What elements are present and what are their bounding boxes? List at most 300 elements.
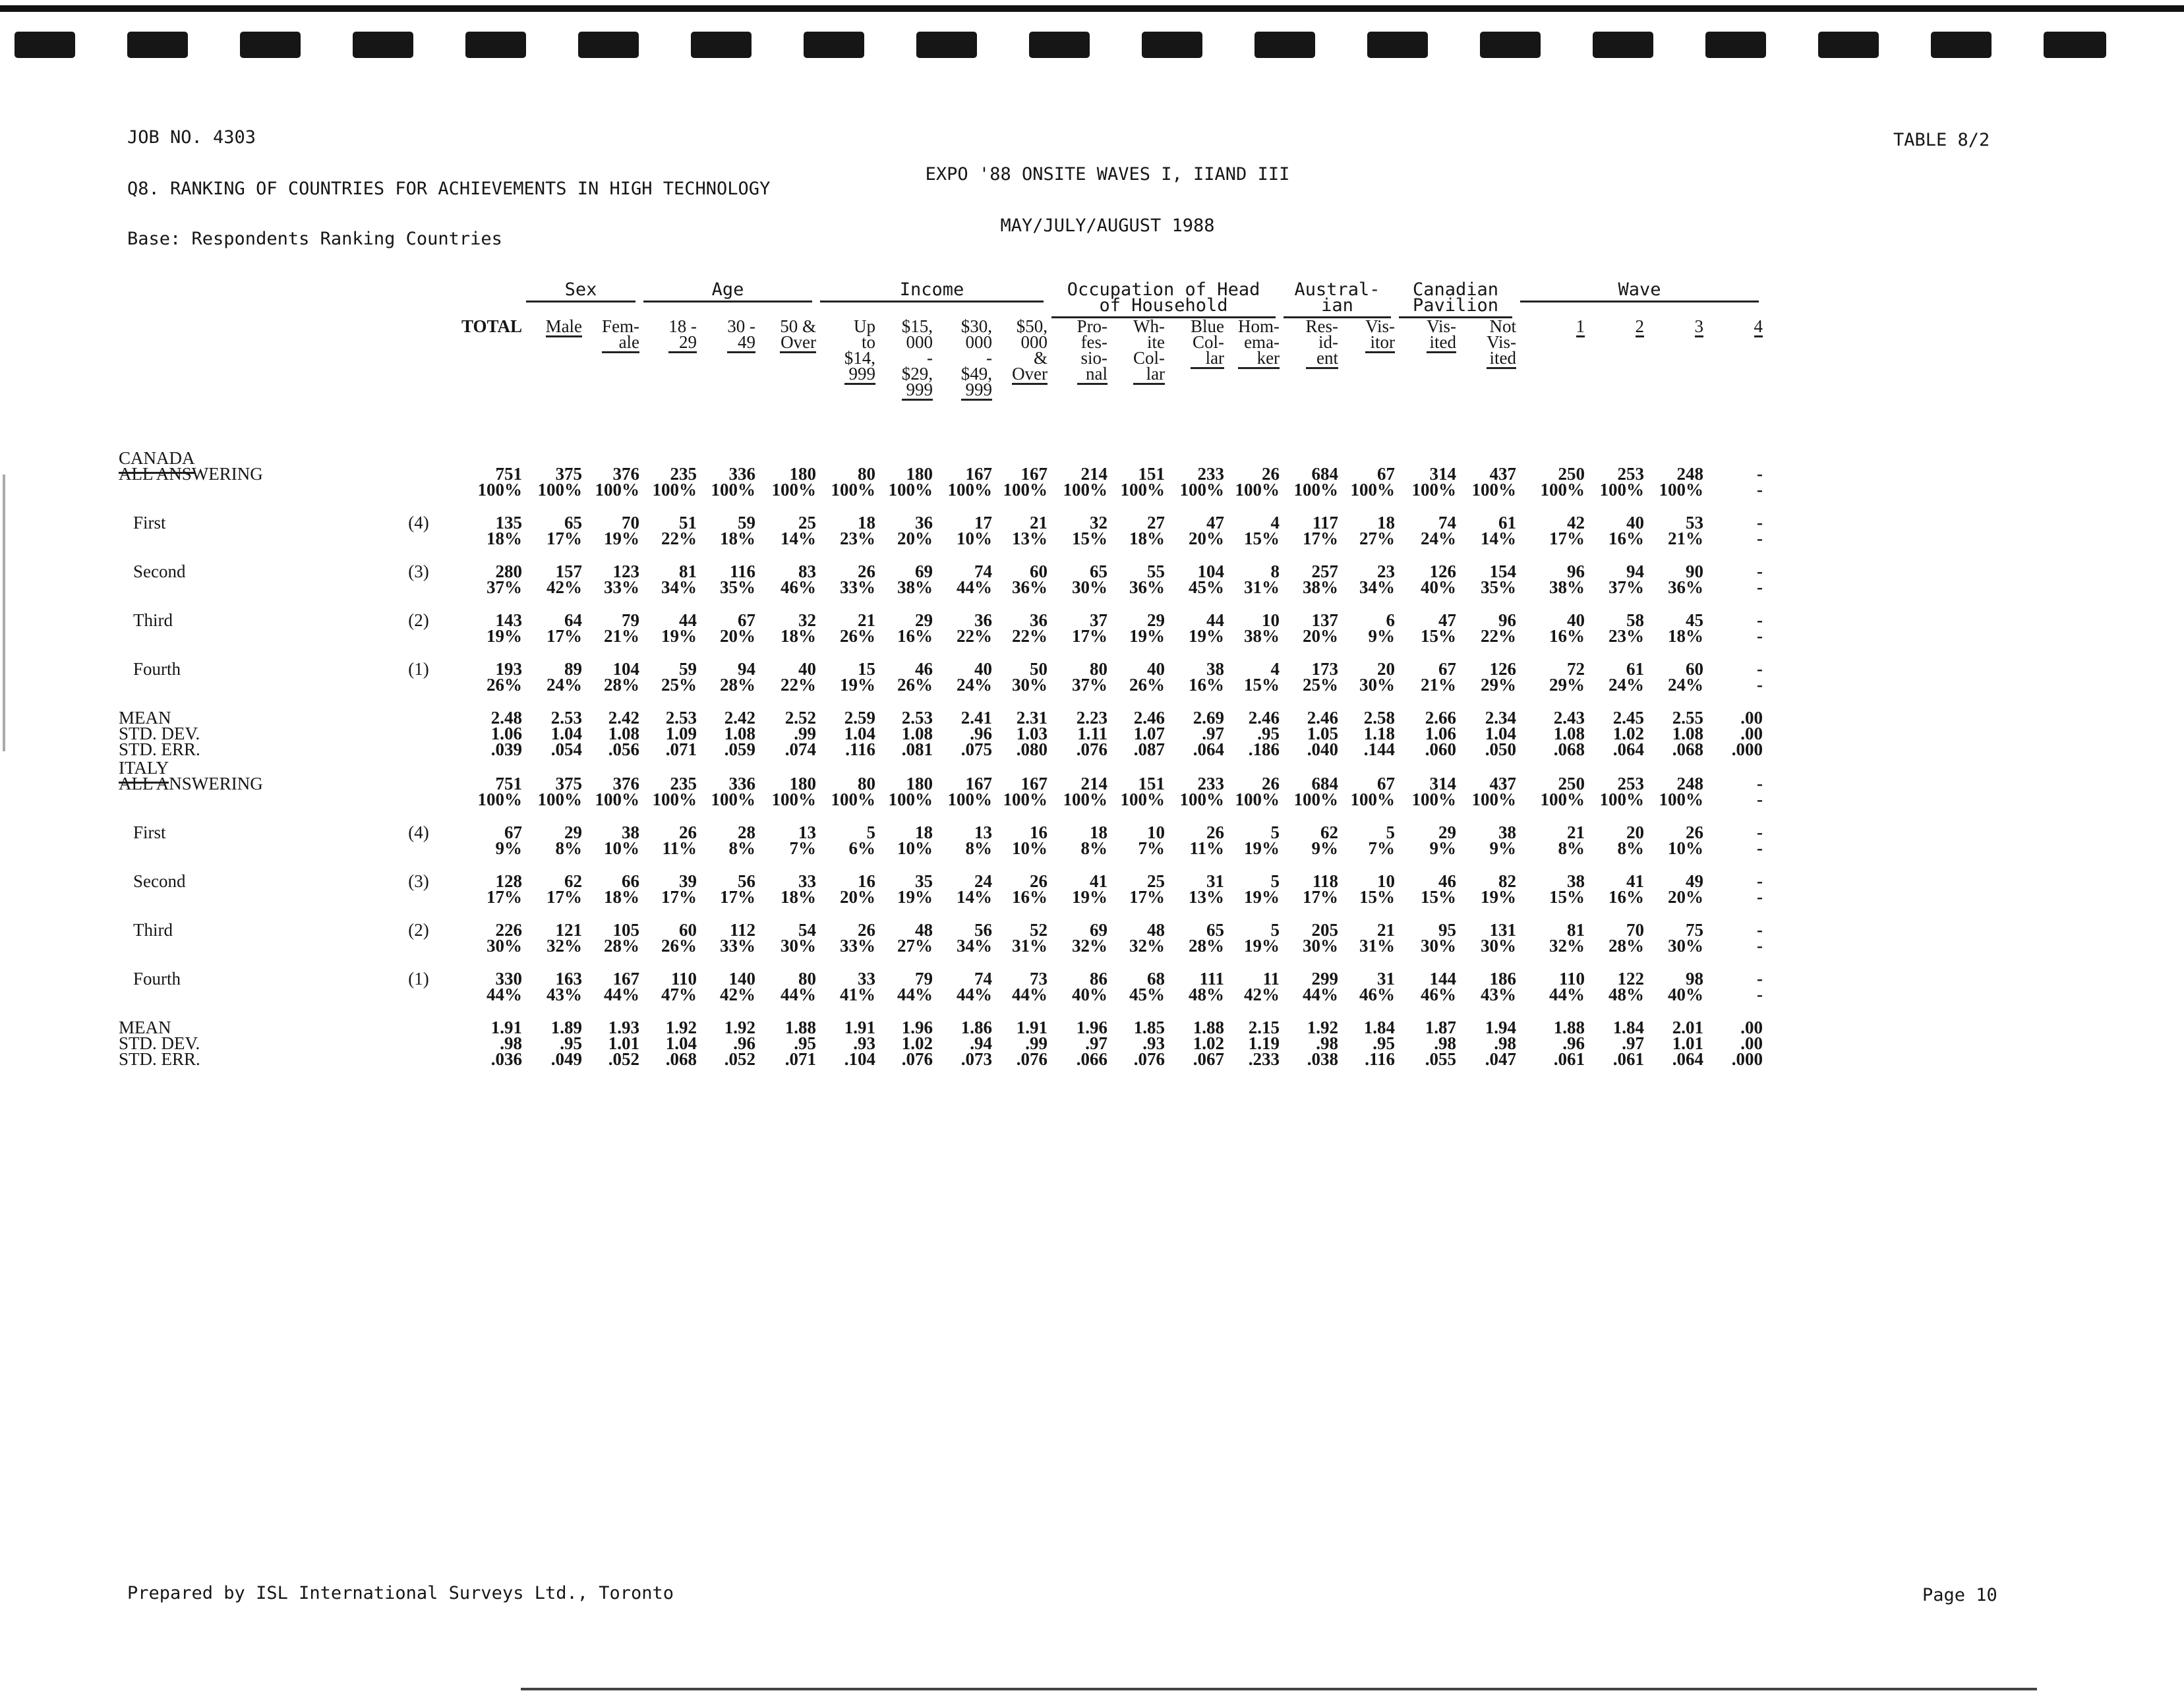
percent-cell: 24% [1668, 675, 1704, 695]
percent-cell: 45% [1129, 985, 1166, 1004]
count-cell: 336 [728, 464, 756, 484]
percent-cell: 19% [1189, 626, 1225, 646]
stat-cell: 2.59 [844, 708, 876, 728]
percent-cell: 31% [1359, 936, 1396, 956]
stat-cell: .000 [1731, 1049, 1763, 1069]
percent-cell: 36% [1668, 577, 1704, 597]
count-cell: 82 [1498, 871, 1517, 891]
stat-cell: .99 [1025, 1033, 1048, 1053]
percent-cell: 36% [1012, 577, 1048, 597]
count-cell: 65 [564, 513, 583, 532]
stat-cell: .233 [1248, 1049, 1280, 1069]
stat-cell: 1.11 [1077, 724, 1108, 743]
percent-cell: 26% [1129, 675, 1166, 695]
count-cell: 214 [1080, 774, 1108, 793]
punch-hole-mark [578, 32, 639, 58]
count-cell: 26 [1030, 871, 1048, 891]
count-cell: 233 [1197, 464, 1225, 484]
percent-cell: 100% [1350, 480, 1396, 500]
percent-cell: 100% [831, 790, 876, 809]
count-cell: 60 [1030, 561, 1048, 581]
column-header [1048, 318, 1107, 450]
count-cell: 94 [738, 659, 756, 679]
column-header [816, 318, 875, 450]
percent-cell: 16% [1189, 675, 1225, 695]
percent-cell: 100% [595, 480, 640, 500]
column-header [755, 318, 816, 450]
percent-cell: 100% [831, 480, 876, 500]
percent-cell: 30% [1072, 577, 1108, 597]
count-cell: 94 [1626, 561, 1645, 581]
stat-cell: .076 [1016, 1049, 1048, 1069]
stat-cell: .00 [1740, 1018, 1763, 1037]
column-header-label: Wh- ite Col- lar [1133, 316, 1166, 384]
percent-cell: 10% [957, 529, 993, 548]
percent-cell: 35% [1481, 577, 1517, 597]
percent-cell: - [1757, 626, 1763, 646]
stat-cell: .98 [1316, 1033, 1339, 1053]
row-code: (3) [408, 561, 429, 581]
count-cell: 143 [495, 610, 523, 630]
stat-cell: 2.53 [665, 708, 697, 728]
count-cell: 118 [1313, 871, 1339, 891]
count-cell: 121 [555, 920, 583, 940]
column-header [1395, 318, 1456, 450]
scan-top-border [0, 5, 2184, 12]
count-cell: 140 [728, 969, 756, 989]
count-cell: 28 [738, 822, 756, 842]
stat-cell: .076 [901, 1049, 933, 1069]
percent-cell: 100% [711, 790, 756, 809]
punch-hole-mark [1142, 32, 1202, 58]
count-cell: 684 [1311, 464, 1339, 484]
count-cell: 27 [1147, 513, 1166, 532]
stat-cell: 1.08 [1672, 724, 1704, 743]
row-label: Third [133, 610, 173, 630]
count-cell: 376 [612, 464, 640, 484]
percent-cell: 28% [720, 675, 756, 695]
punch-hole-mark [1931, 32, 1992, 58]
spacer-cell [376, 318, 461, 450]
count-cell: 123 [612, 561, 640, 581]
percent-cell: 38% [1549, 577, 1585, 597]
percent-cell: 48% [1608, 985, 1645, 1004]
percent-cell: 20% [897, 529, 933, 548]
count-cell: 128 [495, 871, 523, 891]
row-label: First [133, 513, 166, 532]
count-cell: 180 [789, 464, 817, 484]
count-cell: 51 [679, 513, 697, 532]
percent-cell: 37% [1072, 675, 1108, 695]
column-header [933, 318, 992, 450]
row-code: (4) [408, 513, 429, 532]
percent-cell: 9% [1489, 838, 1517, 858]
stat-cell: 1.94 [1485, 1018, 1517, 1037]
stat-cell: .054 [550, 739, 583, 759]
percent-cell: 30% [487, 936, 523, 956]
percent-cell: 18% [604, 887, 640, 907]
stat-row [119, 741, 1763, 757]
count-cell: 31 [1377, 969, 1396, 989]
percent-cell: 18% [487, 529, 523, 548]
punch-hole-mark [1480, 32, 1541, 58]
count-cell: 299 [1311, 969, 1339, 989]
stat-label: MEAN [119, 708, 171, 728]
count-cell: 21 [1567, 822, 1585, 842]
percent-cell: 38% [1244, 626, 1280, 646]
percent-cell: 34% [957, 936, 993, 956]
count-cell: 137 [1311, 610, 1339, 630]
percent-cell: 42% [1244, 985, 1280, 1004]
count-cell: 67 [738, 610, 756, 630]
count-cell: 38 [1567, 871, 1585, 891]
percent-cell: 10% [897, 838, 933, 858]
stat-cell: 2.46 [1248, 708, 1280, 728]
count-cell: 4 [1270, 659, 1280, 679]
stat-cell: .074 [784, 739, 817, 759]
percent-cell: 27% [1359, 529, 1396, 548]
count-cell: 75 [1686, 920, 1704, 940]
stat-label: STD. DEV. [119, 724, 200, 743]
count-cell: 154 [1489, 561, 1517, 581]
stat-cell: 1.09 [665, 724, 697, 743]
percent-cell: 21% [604, 626, 640, 646]
percent-cell: 21% [1421, 675, 1457, 695]
count-cell: 47 [1438, 610, 1457, 630]
stat-cell: 1.88 [784, 1018, 817, 1037]
percent-cell: 44% [1549, 985, 1585, 1004]
percent-cell: 15% [1244, 529, 1280, 548]
count-cell: 40 [1567, 610, 1585, 630]
percent-cell: 26% [487, 675, 523, 695]
count-cell: 73 [1030, 969, 1048, 989]
count-cell: 65 [1090, 561, 1108, 581]
percent-cell: 21% [1668, 529, 1704, 548]
count-cell: 336 [728, 774, 756, 793]
percent-cell: 100% [537, 790, 583, 809]
column-header-label: Vis- ited [1427, 316, 1457, 352]
percent-cell: 30% [781, 936, 817, 956]
count-cell: 24 [974, 871, 993, 891]
count-cell: 65 [1206, 920, 1225, 940]
column-header-label: 4 [1754, 316, 1763, 336]
percent-cell: 22% [1012, 626, 1048, 646]
stat-cell: .96 [1562, 1033, 1585, 1053]
stat-cell: 1.84 [1612, 1018, 1645, 1037]
percent-cell: 9% [1311, 838, 1339, 858]
stat-cell: 2.69 [1193, 708, 1225, 728]
group-header-label: Occupation of Head of Household [1051, 282, 1276, 318]
percent-cell: 100% [1599, 790, 1645, 809]
count-cell: 13 [798, 822, 817, 842]
stat-cell: 1.89 [550, 1018, 583, 1037]
percent-cell: 27% [897, 936, 933, 956]
percent-cell: 13% [1189, 887, 1225, 907]
stat-cell: 1.19 [1248, 1033, 1280, 1053]
percent-cell: - [1757, 985, 1763, 1004]
row-code: (4) [408, 822, 429, 842]
count-cell: 314 [1429, 464, 1457, 484]
count-cell: 69 [1090, 920, 1108, 940]
count-cell: 214 [1080, 464, 1108, 484]
count-cell: 35 [915, 871, 933, 891]
percent-cell: 100% [1063, 790, 1108, 809]
row-code: (3) [408, 871, 429, 891]
percent-cell: 44% [1303, 985, 1339, 1004]
percent-cell: 33% [840, 577, 876, 597]
count-cell: 173 [1311, 659, 1339, 679]
percent-cell: 17% [546, 887, 583, 907]
percent-cell: 19% [1244, 838, 1280, 858]
stat-cell: .075 [960, 739, 993, 759]
stat-cell: .076 [1133, 1049, 1166, 1069]
stat-cell: 2.43 [1553, 708, 1585, 728]
percent-cell: 30% [1481, 936, 1517, 956]
column-header-label: Pro- fes- sio- nal [1077, 316, 1108, 384]
percent-cell: 32% [1129, 936, 1166, 956]
count-cell: 41 [1090, 871, 1108, 891]
column-header-label: Male [545, 316, 583, 336]
percent-cell: 100% [1659, 480, 1704, 500]
punch-hole-mark [1367, 32, 1428, 58]
group-header-label: Income [820, 282, 1044, 302]
percent-cell: - [1757, 790, 1763, 809]
percent-cell: 18% [1668, 626, 1704, 646]
count-cell: 26 [858, 920, 876, 940]
stat-cell: 1.06 [490, 724, 523, 743]
stat-cell: .064 [1193, 739, 1225, 759]
stat-cell: 1.07 [1133, 724, 1166, 743]
stat-cell: 1.08 [724, 724, 756, 743]
percent-cell: 9% [1429, 838, 1457, 858]
count-cell: - [1757, 969, 1763, 989]
percent-cell: - [1757, 675, 1763, 695]
percent-cell: 18% [1129, 529, 1166, 548]
count-cell: 59 [679, 659, 697, 679]
stat-cell: .068 [1553, 739, 1585, 759]
count-cell: 36 [974, 610, 993, 630]
percent-cell: 19% [897, 887, 933, 907]
count-cell: 250 [1558, 464, 1585, 484]
count-cell: 98 [1686, 969, 1704, 989]
percent-cell: 100% [1599, 480, 1645, 500]
stat-cell: .98 [1494, 1033, 1517, 1053]
percent-cell: - [1757, 480, 1763, 500]
percent-cell: 8% [555, 838, 583, 858]
count-cell: 46 [915, 659, 933, 679]
stat-cell: 1.02 [1193, 1033, 1225, 1053]
stat-cell: .96 [733, 1033, 756, 1053]
stat-cell: 1.86 [960, 1018, 993, 1037]
count-cell: 21 [858, 610, 876, 630]
section-title: ITALY [119, 758, 169, 784]
percent-cell: 100% [1120, 480, 1166, 500]
column-header [1280, 318, 1338, 450]
stat-cell: .081 [901, 739, 933, 759]
percent-cell: 7% [1138, 838, 1166, 858]
percent-cell: 17% [546, 626, 583, 646]
group-header [639, 279, 816, 318]
stat-cell: 2.01 [1672, 1018, 1704, 1037]
punch-hole-mark [1818, 32, 1879, 58]
percent-cell: 29% [1481, 675, 1517, 695]
row-label: ALL ANSWERING [119, 464, 263, 484]
percent-cell: 17% [546, 529, 583, 548]
count-cell: 257 [1311, 561, 1339, 581]
total-column-header: TOTAL [461, 316, 523, 336]
prepared-by-footer: Prepared by ISL International Surveys Ltd., Toronto [127, 1583, 674, 1603]
spacer-cell [461, 282, 522, 318]
count-cell: 58 [1626, 610, 1645, 630]
percent-cell: 15% [1421, 626, 1457, 646]
percent-cell: 23% [840, 529, 876, 548]
group-header-label: Wave [1520, 282, 1759, 302]
count-cell: 167 [965, 774, 993, 793]
stat-cell: .039 [490, 739, 523, 759]
count-cell: 33 [798, 871, 817, 891]
percent-cell: 100% [1063, 480, 1108, 500]
count-cell: 26 [1686, 822, 1704, 842]
count-cell: 54 [798, 920, 817, 940]
stat-cell: 2.53 [550, 708, 583, 728]
row-code [376, 466, 461, 498]
count-cell: 83 [798, 561, 817, 581]
stat-cell: 1.08 [1553, 724, 1585, 743]
percent-cell: 22% [661, 529, 697, 548]
count-cell: 111 [1199, 969, 1225, 989]
count-cell: 48 [915, 920, 933, 940]
count-cell: 66 [622, 871, 640, 891]
percent-cell: 100% [947, 790, 993, 809]
percent-cell: 38% [1303, 577, 1339, 597]
percent-cell: 19% [661, 626, 697, 646]
stat-cell: .059 [724, 739, 756, 759]
percent-cell: 37% [487, 577, 523, 597]
count-cell: 18 [915, 822, 933, 842]
count-cell: 62 [1320, 822, 1339, 842]
stat-cell: 2.53 [901, 708, 933, 728]
count-cell: 131 [1489, 920, 1517, 940]
count-cell: 33 [858, 969, 876, 989]
scan-left-edge-mark [3, 475, 5, 751]
percent-cell: 19% [487, 626, 523, 646]
stat-cell: 1.05 [1307, 724, 1339, 743]
stat-cell: .066 [1076, 1049, 1108, 1069]
percent-cell: 31% [1012, 936, 1048, 956]
group-header [1395, 279, 1516, 318]
percent-cell: 44% [604, 985, 640, 1004]
count-cell: - [1757, 561, 1763, 581]
percent-cell: 100% [652, 790, 697, 809]
stat-cell: .076 [1076, 739, 1108, 759]
column-header [697, 318, 755, 450]
stat-cell: 2.48 [490, 708, 523, 728]
percent-cell: 8% [1558, 838, 1585, 858]
count-cell: 81 [679, 561, 697, 581]
stat-cell: .073 [960, 1049, 993, 1069]
count-cell: 41 [1626, 871, 1645, 891]
percent-cell: - [1757, 936, 1763, 956]
percent-cell: 15% [1549, 887, 1585, 907]
stat-cell: .00 [1740, 1033, 1763, 1053]
percent-cell: 33% [840, 936, 876, 956]
stat-cell: .97 [1202, 724, 1225, 743]
column-header [992, 318, 1048, 450]
count-cell: 110 [1559, 969, 1585, 989]
count-cell: 36 [915, 513, 933, 532]
punch-hole-mark [804, 32, 864, 58]
spacer-cell [119, 318, 376, 450]
percent-cell: 32% [546, 936, 583, 956]
stat-cell: .186 [1248, 739, 1280, 759]
stat-cell: 1.04 [665, 1033, 697, 1053]
stat-cell: .97 [1085, 1033, 1108, 1053]
percent-cell: 11% [662, 838, 697, 858]
percent-cell: 30% [1303, 936, 1339, 956]
stat-cell: 1.96 [901, 1018, 933, 1037]
column-header [1644, 318, 1703, 450]
count-cell: 116 [730, 561, 756, 581]
count-cell: 86 [1090, 969, 1108, 989]
row-code: (1) [408, 969, 429, 989]
count-cell: 18 [1090, 822, 1108, 842]
percent-cell: 24% [957, 675, 993, 695]
count-cell: 13 [974, 822, 993, 842]
percent-cell: 40% [1668, 985, 1704, 1004]
percent-cell: 15% [1421, 887, 1457, 907]
stat-cell: .116 [845, 739, 876, 759]
percent-cell: 8% [728, 838, 756, 858]
percent-cell: 13% [1012, 529, 1048, 548]
percent-cell: 6% [848, 838, 876, 858]
percent-cell: - [1757, 577, 1763, 597]
count-cell: 23 [1377, 561, 1396, 581]
count-cell: 67 [1438, 659, 1457, 679]
count-cell: 167 [965, 464, 993, 484]
count-cell: 375 [555, 464, 583, 484]
count-cell: 437 [1489, 464, 1517, 484]
count-cell: 5 [1270, 871, 1280, 891]
percent-cell: 100% [477, 480, 523, 500]
count-cell: 8 [1270, 561, 1280, 581]
count-cell: 29 [1438, 822, 1457, 842]
percent-cell: 19% [1244, 936, 1280, 956]
count-cell: 167 [1020, 774, 1048, 793]
count-cell: 167 [612, 969, 640, 989]
percent-cell: 17% [661, 887, 697, 907]
percent-cell: 36% [1129, 577, 1166, 597]
column-header-label: 18 - 29 [668, 316, 697, 352]
stat-cell: .99 [794, 724, 817, 743]
percent-cell: 19% [1072, 887, 1108, 907]
stat-cell: .047 [1485, 1049, 1517, 1069]
stat-cell: 1.01 [1672, 1033, 1704, 1053]
group-header-label: Canadian Pavilion [1399, 282, 1512, 318]
count-cell: 29 [564, 822, 583, 842]
column-header [1338, 318, 1395, 450]
stat-row [119, 1051, 1763, 1067]
percent-cell: 14% [957, 887, 993, 907]
stat-label: STD. DEV. [119, 1033, 200, 1053]
count-cell: 44 [1206, 610, 1225, 630]
percent-cell: 43% [546, 985, 583, 1004]
percent-cell: 100% [652, 480, 697, 500]
count-cell: 44 [679, 610, 697, 630]
stat-cell: 1.02 [1612, 724, 1645, 743]
count-cell: 90 [1686, 561, 1704, 581]
percent-cell: 10% [604, 838, 640, 858]
percent-cell: 44% [957, 985, 993, 1004]
